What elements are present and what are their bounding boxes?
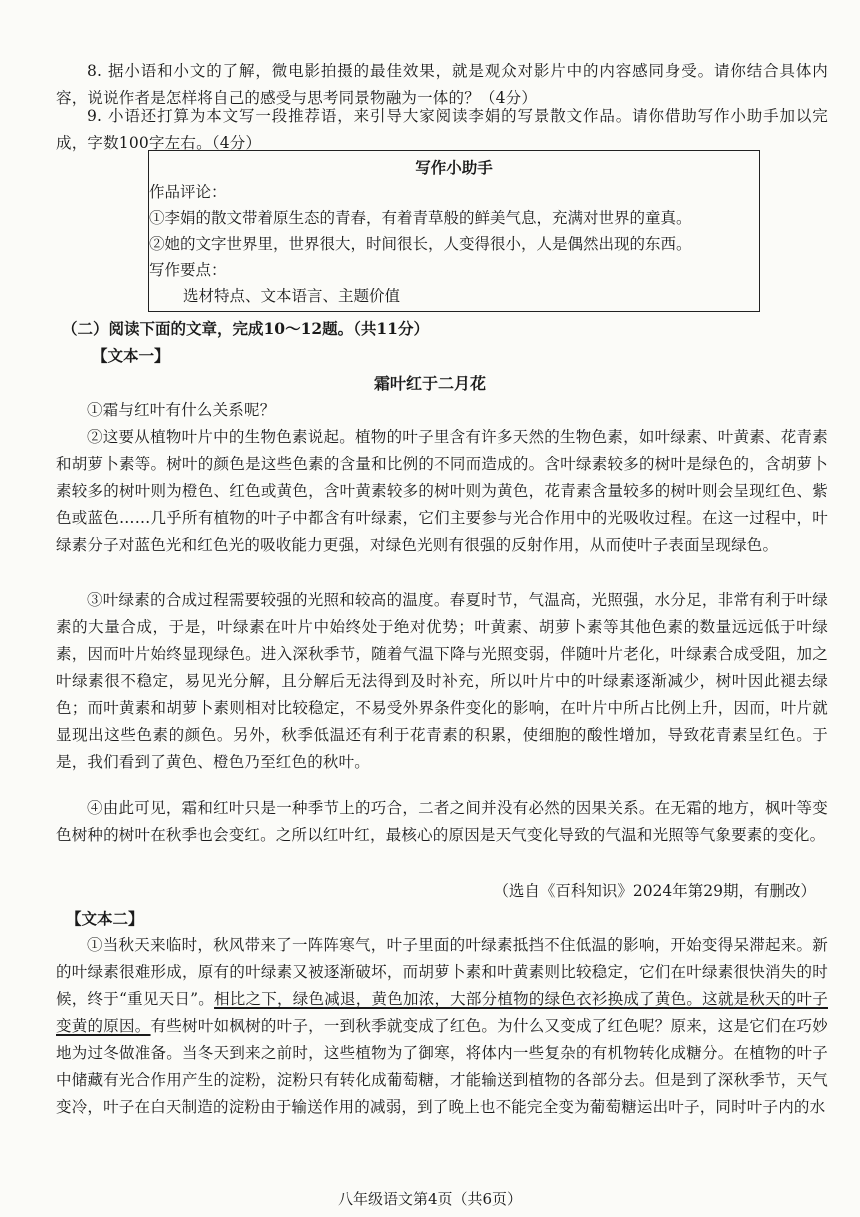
text2-para-1-rest: 有些树叶如枫树的叶子，一到秋季就变成了红色。为什么又变成了红色呢？原来，这是它们在巧妙地为过冬做准备。当冬天到来之前时，这些植物为了御寒，将体内一些复杂的有机物转化成糖分。在植物的叶子中储藏有光合作用产生的淀粉，淀粉只有转化成葡萄糖，才能输送到植物的各部分去。但是到了深秋季节，天气变冷，叶子在白天制造的淀粉由于输送作用的减弱，到了晚上也不能完全变为葡萄糖运出叶子，同时叶子内的水 — [56, 1017, 829, 1116]
helper-points-label: 写作要点： — [149, 261, 227, 279]
helper-eval-label: 作品评论： — [149, 183, 227, 201]
text1-label: 【文本一】 — [92, 346, 170, 365]
helper-comment-2: ②她的文字世界里，世界很大，时间很长，人变得很小，人是偶然出现的东西。 — [149, 235, 692, 253]
text1-source: （选自《百科知识》2024年第29期，有删改） — [493, 882, 816, 900]
text1-para-1: ①霜与红叶有什么关系呢？ — [87, 401, 276, 419]
helper-title: 写作小助手 — [415, 158, 493, 177]
text2-para-1-start: ①当秋天来临时，秋风带来了一阵阵寒气，叶子里面的叶绿素抵挡不住低温的影响，开始变得呆滞起来。新的叶绿素很难形成，原有的叶绿素又被逐渐破坏，而胡萝卜素和叶黄素则比较稳定，它们在叶绿素很快消失的时候，终于“重见天日”。 — [56, 936, 828, 1008]
question-9: 9. 小语还打算为本文写一段推荐语，来引导大家阅读李娟的写景散文作品。请你借助写作小助手加以完成，字数100字左右。（4分） — [56, 107, 828, 152]
helper-points: 选材特点、文本语言、主题价值 — [183, 287, 401, 305]
section-2-heading: （二）阅读下面的文章，完成10～12题。（共11分） — [62, 319, 429, 338]
writing-helper-box — [148, 150, 760, 312]
text1-para-4: ④由此可见，霜和红叶只是一种季节上的巧合，二者之间并没有必然的因果关系。在无霜的地方，枫叶等变色树种的树叶在秋季也会变红。之所以红叶红，最核心的原因是天气变化导致的气温和光照等气象要素的变化。 — [56, 799, 828, 844]
text1-title: 霜叶红于二月花 — [373, 374, 486, 393]
text2-label: 【文本二】 — [66, 909, 144, 928]
text2-underlined-sentence: 相比之下，绿色减退，黄色加浓，大部分植物的绿色衣衫换成了黄色。这就是秋天的叶子变黄的原因。 — [56, 990, 828, 1035]
text1-para-2: ②这要从植物叶片中的生物色素说起。植物的叶子里含有许多天然的生物色素，如叶绿素、叶黄素、花青素和胡萝卜素等。树叶的颜色是这些色素的含量和比例的不同而造成的。含叶绿素较多的树叶是绿色的，含胡萝卜素较多的树叶则为橙色、红色或黄色，含叶黄素较多的树叶则为黄色，花青素含量较多的树叶则会呈现红色、紫色或蓝色……几乎所有植物的叶子中都含有叶绿素，它们主要参与光合作用中的光吸收过程。在这一过程中，叶绿素分子对蓝色光和红色光的吸收能力更强，对绿色光则有很强的反射作用，从而使叶子表面呈现绿色。 — [56, 428, 828, 554]
helper-comment-1: ①李娟的散文带着原生态的青春，有着青草般的鲜美气息，充满对世界的童真。 — [149, 209, 692, 227]
question-8: 8. 据小语和小文的了解，微电影拍摄的最佳效果，就是观众对影片中的内容感同身受。请你结合具体内容，说说作者是怎样将自己的感受与思考同景物融为一体的？（4分） — [56, 62, 828, 107]
text2-para-1 — [56, 932, 828, 1121]
text1-para-3: ③叶绿素的合成过程需要较强的光照和较高的温度。春夏时节，气温高，光照强，水分足，非常有利于叶绿素的大量合成，于是，叶绿素在叶片中始终处于绝对优势；叶黄素、胡萝卜素等其他色素的数量远远低于叶绿素，因而叶片始终显现绿色。进入深秋季节，随着气温下降与光照变弱，伴随叶片老化，叶绿素合成受阻，加之叶绿素很不稳定，易见光分解，且分解后无法得到及时补充，所以叶片中的叶绿素逐渐减少，树叶因此褪去绿色；而叶黄素和胡萝卜素则相对比较稳定，不易受外界条件变化的影响，在叶片中所占比例上升，因而，叶片就显现出这些色素的颜色。另外，秋季低温还有利于花青素的积累，使细胞的酸性增加，导致花青素呈红色。于是，我们看到了黄色、橙色乃至红色的秋叶。 — [56, 591, 828, 771]
page-footer: 八年级语文第4页（共6页） — [337, 1190, 523, 1208]
